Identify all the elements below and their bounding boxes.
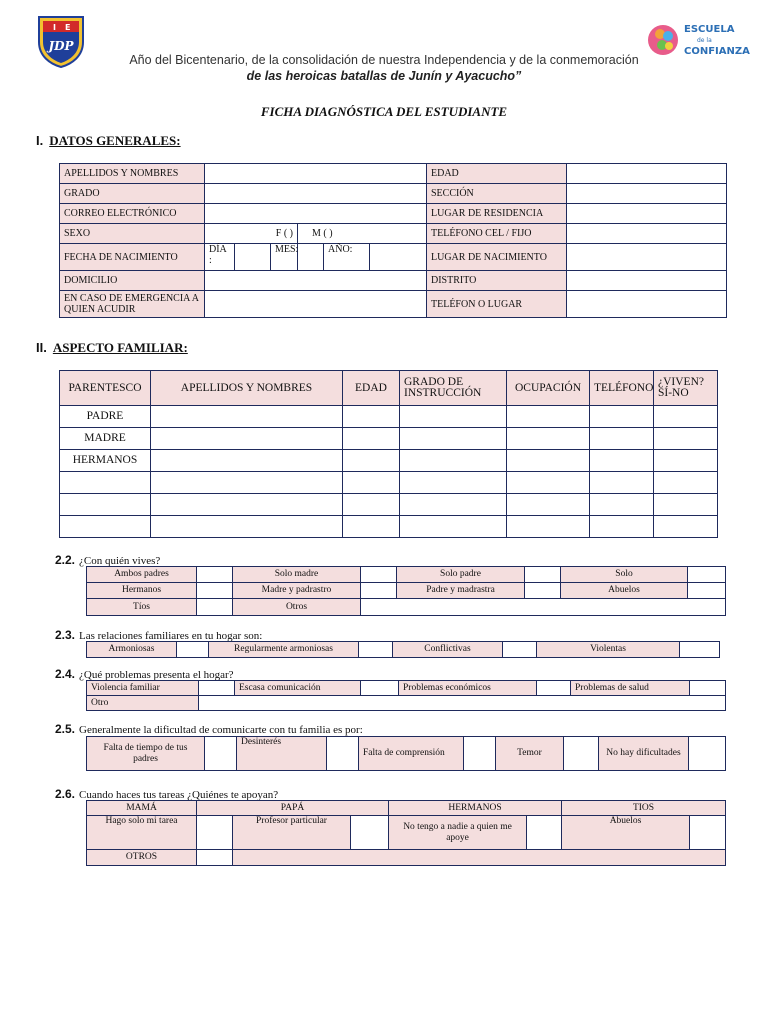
row-label: PADRE <box>60 406 151 428</box>
field-otros[interactable] <box>361 599 726 616</box>
field-otros-apoyo[interactable] <box>233 850 726 866</box>
col-telefono: TELÉFONO <box>590 371 654 406</box>
option-label: No hay dificultades <box>599 737 689 771</box>
option-label: Falta de tiempo de tus padres <box>87 737 205 771</box>
option-label: Problemas de salud <box>571 681 690 696</box>
checkbox[interactable] <box>197 599 233 616</box>
cell[interactable] <box>151 516 343 538</box>
checkbox[interactable] <box>689 737 726 771</box>
col-apellidos: APELLIDOS Y NOMBRES <box>151 371 343 406</box>
checkbox[interactable] <box>359 642 393 658</box>
option-label: Hago solo mi tarea <box>87 816 197 850</box>
field-dia[interactable] <box>235 244 271 271</box>
q23-table <box>86 641 720 658</box>
cell[interactable] <box>654 450 718 472</box>
table-row <box>60 428 718 450</box>
q22-table <box>86 566 726 616</box>
field-mes[interactable] <box>298 244 324 271</box>
checkbox[interactable] <box>361 681 399 696</box>
option-label: Abuelos <box>561 583 688 599</box>
option-label: Temor <box>496 737 564 771</box>
q26-table <box>86 800 726 866</box>
label-dia: DÍA : <box>205 244 235 271</box>
row-label: HERMANOS <box>60 450 151 472</box>
cell[interactable] <box>400 516 507 538</box>
svg-text:I: I <box>53 23 56 32</box>
field-telefon-lugar[interactable] <box>567 291 727 318</box>
option-label: No tengo a nadie a quien me apoye <box>389 816 527 850</box>
option-label: Otro <box>87 696 199 711</box>
option-label: Profesor particular <box>233 816 351 850</box>
cell[interactable] <box>343 406 400 428</box>
q26-question: Cuando haces tus tareas ¿Quiénes te apoyan? <box>79 789 279 801</box>
section-2-label: ASPECTO FAMILIAR: <box>52 340 188 355</box>
checkbox[interactable] <box>680 642 720 658</box>
option-label: Solo padre <box>397 567 525 583</box>
cell[interactable] <box>654 494 718 516</box>
label-distrito: DISTRITO <box>427 271 567 291</box>
svg-text:CONFIANZA: CONFIANZA <box>684 46 750 57</box>
cell[interactable] <box>343 516 400 538</box>
cell[interactable] <box>654 406 718 428</box>
option-label: Ambos padres <box>87 567 197 583</box>
checkbox[interactable] <box>527 816 562 850</box>
field-domicilio[interactable] <box>205 271 427 291</box>
q24-number: 2.4. <box>55 667 76 681</box>
checkbox[interactable] <box>690 681 726 696</box>
cell[interactable] <box>151 428 343 450</box>
cell[interactable] <box>400 406 507 428</box>
cell[interactable] <box>507 450 590 472</box>
field-edad[interactable] <box>567 164 727 184</box>
checkbox[interactable] <box>361 583 397 599</box>
cell[interactable] <box>590 494 654 516</box>
option-label: Violentas <box>537 642 680 658</box>
label-lugar-nacimiento: LUGAR DE NACIMIENTO <box>427 244 567 271</box>
cell[interactable] <box>151 494 343 516</box>
cell[interactable] <box>507 516 590 538</box>
cell[interactable] <box>590 472 654 494</box>
field-otro[interactable] <box>199 696 726 711</box>
checkbox[interactable] <box>327 737 359 771</box>
col-ocupacion: OCUPACIÓN <box>507 371 590 406</box>
field-emergencia[interactable] <box>205 291 427 318</box>
cell[interactable] <box>400 472 507 494</box>
cell[interactable] <box>151 406 343 428</box>
option-label: Solo madre <box>233 567 361 583</box>
checkbox[interactable] <box>197 850 233 866</box>
option-label: PAPÁ <box>197 801 389 816</box>
q25-question: Generalmente la dificultad de comunicarte con tu familia es por: <box>79 724 363 736</box>
section-1-number: I. <box>36 133 44 148</box>
cell[interactable] <box>343 428 400 450</box>
svg-text:de la: de la <box>697 37 712 44</box>
q26-number: 2.6. <box>55 787 76 801</box>
cell[interactable] <box>60 516 151 538</box>
q23-number: 2.3. <box>55 628 76 642</box>
cell[interactable] <box>507 494 590 516</box>
checkbox[interactable] <box>199 681 235 696</box>
option-label: Padre y madrastra <box>397 583 525 599</box>
label-emergencia: EN CASO DE EMERGENCIA A QUIEN ACUDIR <box>60 291 205 318</box>
checkbox[interactable] <box>688 567 726 583</box>
cell[interactable] <box>400 494 507 516</box>
page-title: FICHA DIAGNÓSTICA DEL ESTUDIANTE <box>260 104 508 119</box>
q24-table <box>86 680 726 711</box>
q25-table <box>86 736 726 771</box>
checkbox[interactable] <box>688 583 726 599</box>
checkbox[interactable] <box>564 737 599 771</box>
cell[interactable] <box>654 516 718 538</box>
q22-question: ¿Con quién vives? <box>79 555 161 567</box>
label-domicilio: DOMICILIO <box>60 271 205 291</box>
checkbox[interactable] <box>503 642 537 658</box>
option-label: Problemas económicos <box>399 681 537 696</box>
cell[interactable] <box>654 472 718 494</box>
label-correo: CORREO ELECTRÓNICO <box>60 204 205 224</box>
option-label: Regularmente armoniosas <box>209 642 359 658</box>
checkbox[interactable] <box>197 567 233 583</box>
q24-question: ¿Qué problemas presenta el hogar? <box>79 669 234 681</box>
field-correo[interactable] <box>205 204 427 224</box>
option-label: OTROS <box>87 850 197 866</box>
field-lugar-nacimiento[interactable] <box>567 244 727 271</box>
option-label: HERMANOS <box>389 801 562 816</box>
checkbox[interactable] <box>464 737 496 771</box>
option-label: Escasa comunicación <box>235 681 361 696</box>
cell[interactable] <box>590 428 654 450</box>
option-label: Violencia familiar <box>87 681 199 696</box>
aspecto-familiar-table <box>59 370 718 538</box>
table-row <box>60 494 718 516</box>
col-edad: EDAD <box>343 371 400 406</box>
cell[interactable] <box>151 472 343 494</box>
q22-number: 2.2. <box>55 553 76 567</box>
cell[interactable] <box>343 450 400 472</box>
cell[interactable] <box>60 494 151 516</box>
option-label: Otros <box>233 599 361 616</box>
field-anio[interactable] <box>370 244 427 271</box>
q25-number: 2.5. <box>55 722 76 736</box>
svg-text:JDP: JDP <box>48 39 74 53</box>
label-edad: EDAD <box>427 164 567 184</box>
col-viven: ¿VIVEN? SÍ-NO <box>654 371 718 406</box>
option-label: Desinterés <box>237 737 327 771</box>
checkbox[interactable] <box>525 583 561 599</box>
checkbox[interactable] <box>177 642 209 658</box>
label-apellidos: APELLIDOS Y NOMBRES <box>60 164 205 184</box>
checkbox[interactable] <box>537 681 571 696</box>
checkbox[interactable] <box>197 816 233 850</box>
option-label: Abuelos <box>562 816 690 850</box>
cell[interactable] <box>507 428 590 450</box>
option-sexo-m[interactable]: M ( ) <box>298 224 427 244</box>
header-line-2: de las heroicas batallas de Junín y Ayacucho” <box>246 69 522 83</box>
table-row <box>60 406 718 428</box>
cell[interactable] <box>343 472 400 494</box>
option-label: MAMÁ <box>87 801 197 816</box>
label-fecha-nacimiento: FECHA DE NACIMIENTO <box>60 244 205 271</box>
section-1-heading <box>36 133 181 149</box>
field-telefono[interactable] <box>567 224 727 244</box>
field-distrito[interactable] <box>567 271 727 291</box>
q23-question: Las relaciones familiares en tu hogar son: <box>79 630 263 642</box>
cell[interactable] <box>590 450 654 472</box>
label-lugar-residencia: LUGAR DE RESIDENCIA <box>427 204 567 224</box>
label-telefon-lugar: TELÉFON O LUGAR <box>427 291 567 318</box>
checkbox[interactable] <box>361 567 397 583</box>
option-label: Tíos <box>87 599 197 616</box>
option-label: Falta de comprensión <box>359 737 464 771</box>
checkbox[interactable] <box>525 567 561 583</box>
option-label: Solo <box>561 567 688 583</box>
checkbox[interactable] <box>351 816 389 850</box>
col-parentesco: PARENTESCO <box>60 371 151 406</box>
option-label: Hermanos <box>87 583 197 599</box>
option-label: Conflictivas <box>393 642 503 658</box>
header-line-1: Año del Bicentenario, de la consolidación de nuestra Independencia y de la conmemoración <box>129 53 639 67</box>
table-row <box>60 450 718 472</box>
option-label: Armoniosas <box>87 642 177 658</box>
cell[interactable] <box>400 428 507 450</box>
checkbox[interactable] <box>197 583 233 599</box>
option-sexo-f[interactable]: F ( ) <box>205 224 298 244</box>
label-seccion: SECCIÓN <box>427 184 567 204</box>
cell[interactable] <box>654 428 718 450</box>
field-grado[interactable] <box>205 184 427 204</box>
option-label: TIOS <box>562 801 726 816</box>
field-seccion[interactable] <box>567 184 727 204</box>
label-mes: MES: <box>271 244 298 271</box>
cell[interactable] <box>590 406 654 428</box>
label-telefono: TELÉFONO CEL / FIJO <box>427 224 567 244</box>
cell[interactable] <box>507 406 590 428</box>
section-1-label: DATOS GENERALES: <box>49 133 181 148</box>
cell[interactable] <box>507 472 590 494</box>
field-apellidos[interactable] <box>205 164 427 184</box>
checkbox[interactable] <box>690 816 726 850</box>
table-row <box>60 516 718 538</box>
label-grado: GRADO <box>60 184 205 204</box>
cell[interactable] <box>151 450 343 472</box>
label-anio: AÑO: <box>324 244 370 271</box>
cell[interactable] <box>400 450 507 472</box>
label-sexo: SEXO <box>60 224 205 244</box>
checkbox[interactable] <box>205 737 237 771</box>
section-2-number: II. <box>36 340 47 355</box>
row-label: MADRE <box>60 428 151 450</box>
col-grado: GRADO DE INSTRUCCIÓN <box>400 371 507 406</box>
datos-generales-table <box>59 163 727 318</box>
svg-text:ESCUELA: ESCUELA <box>684 24 735 35</box>
table-row <box>60 472 718 494</box>
svg-text:E: E <box>65 23 71 32</box>
cell[interactable] <box>590 516 654 538</box>
field-lugar-residencia[interactable] <box>567 204 727 224</box>
cell[interactable] <box>343 494 400 516</box>
cell[interactable] <box>60 472 151 494</box>
section-2-heading <box>36 340 188 356</box>
option-label: Madre y padrastro <box>233 583 361 599</box>
